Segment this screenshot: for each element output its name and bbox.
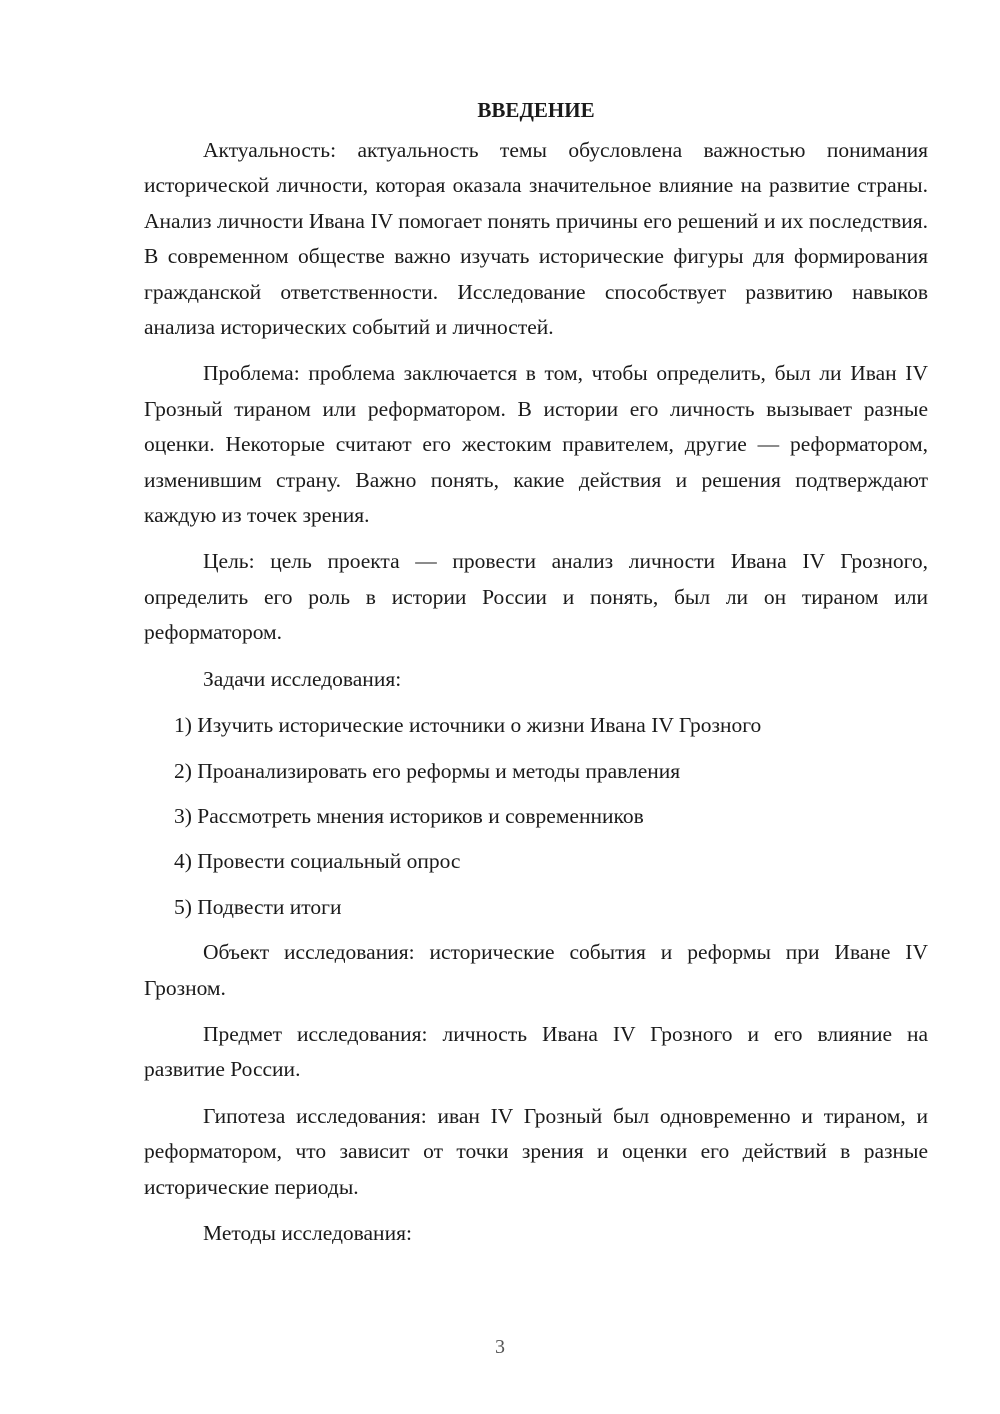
paragraph-problem: Проблема: проблема заключается в том, чтобы определить, был ли Иван IV Грозный тираном или реформатором. В истории его личность вызывает разные оценки. Некоторые считают его жестоким правителем, другие — реформатором, изменившим страну. Важно понять, какие действия и решения подтверждают каждую из точек зрения. [144, 361, 928, 528]
list-item: 3) Рассмотреть мнения историков и современников [174, 803, 644, 828]
paragraph-object: Объект исследования: исторические события и реформы при Иване IV Грозном. [144, 940, 928, 1000]
list-item: 2) Проанализировать его реформы и методы правления [174, 758, 681, 783]
paragraph-goal: Цель: цель проекта — провести анализ личности Ивана IV Грозного, определить его роль в истории России и понять, был ли он тираном или реформатором. [144, 549, 928, 645]
list-item: 5) Подвести итоги [174, 894, 342, 919]
tasks-heading: Задачи исследования: [203, 666, 402, 691]
page-content [144, 94, 928, 1262]
paragraph-hypothesis: Гипотеза исследования: иван IV Грозный был одновременно и тираном, и реформатором, что зависит от точки зрения и оценки его действий в разные исторические периоды. [144, 1103, 928, 1199]
list-item: 1) Изучить исторические источники о жизни Ивана IV Грозного [174, 713, 762, 738]
tasks-list [144, 708, 928, 925]
paragraph-relevance: Актуальность: актуальность темы обусловлена важностью понимания исторической личности, которая оказала значительное влияние на развитие страны. Анализ личности Ивана IV помогает понять причины его решений и их последствия. В современном обществе важно изучать исторические фигуры для формирования гражданской ответственности. Исследование способствует развитию навыков анализа исторических событий и личностей. [144, 138, 928, 340]
page-title: ВВЕДЕНИЕ [477, 98, 595, 122]
paragraph-subject: Предмет исследования: личность Ивана IV Грозного и его влияние на развитие России. [144, 1021, 928, 1082]
page-number: 3 [495, 1336, 505, 1358]
list-item: 4) Провести социальный опрос [174, 849, 461, 874]
methods-heading: Методы исследования: [203, 1220, 412, 1245]
